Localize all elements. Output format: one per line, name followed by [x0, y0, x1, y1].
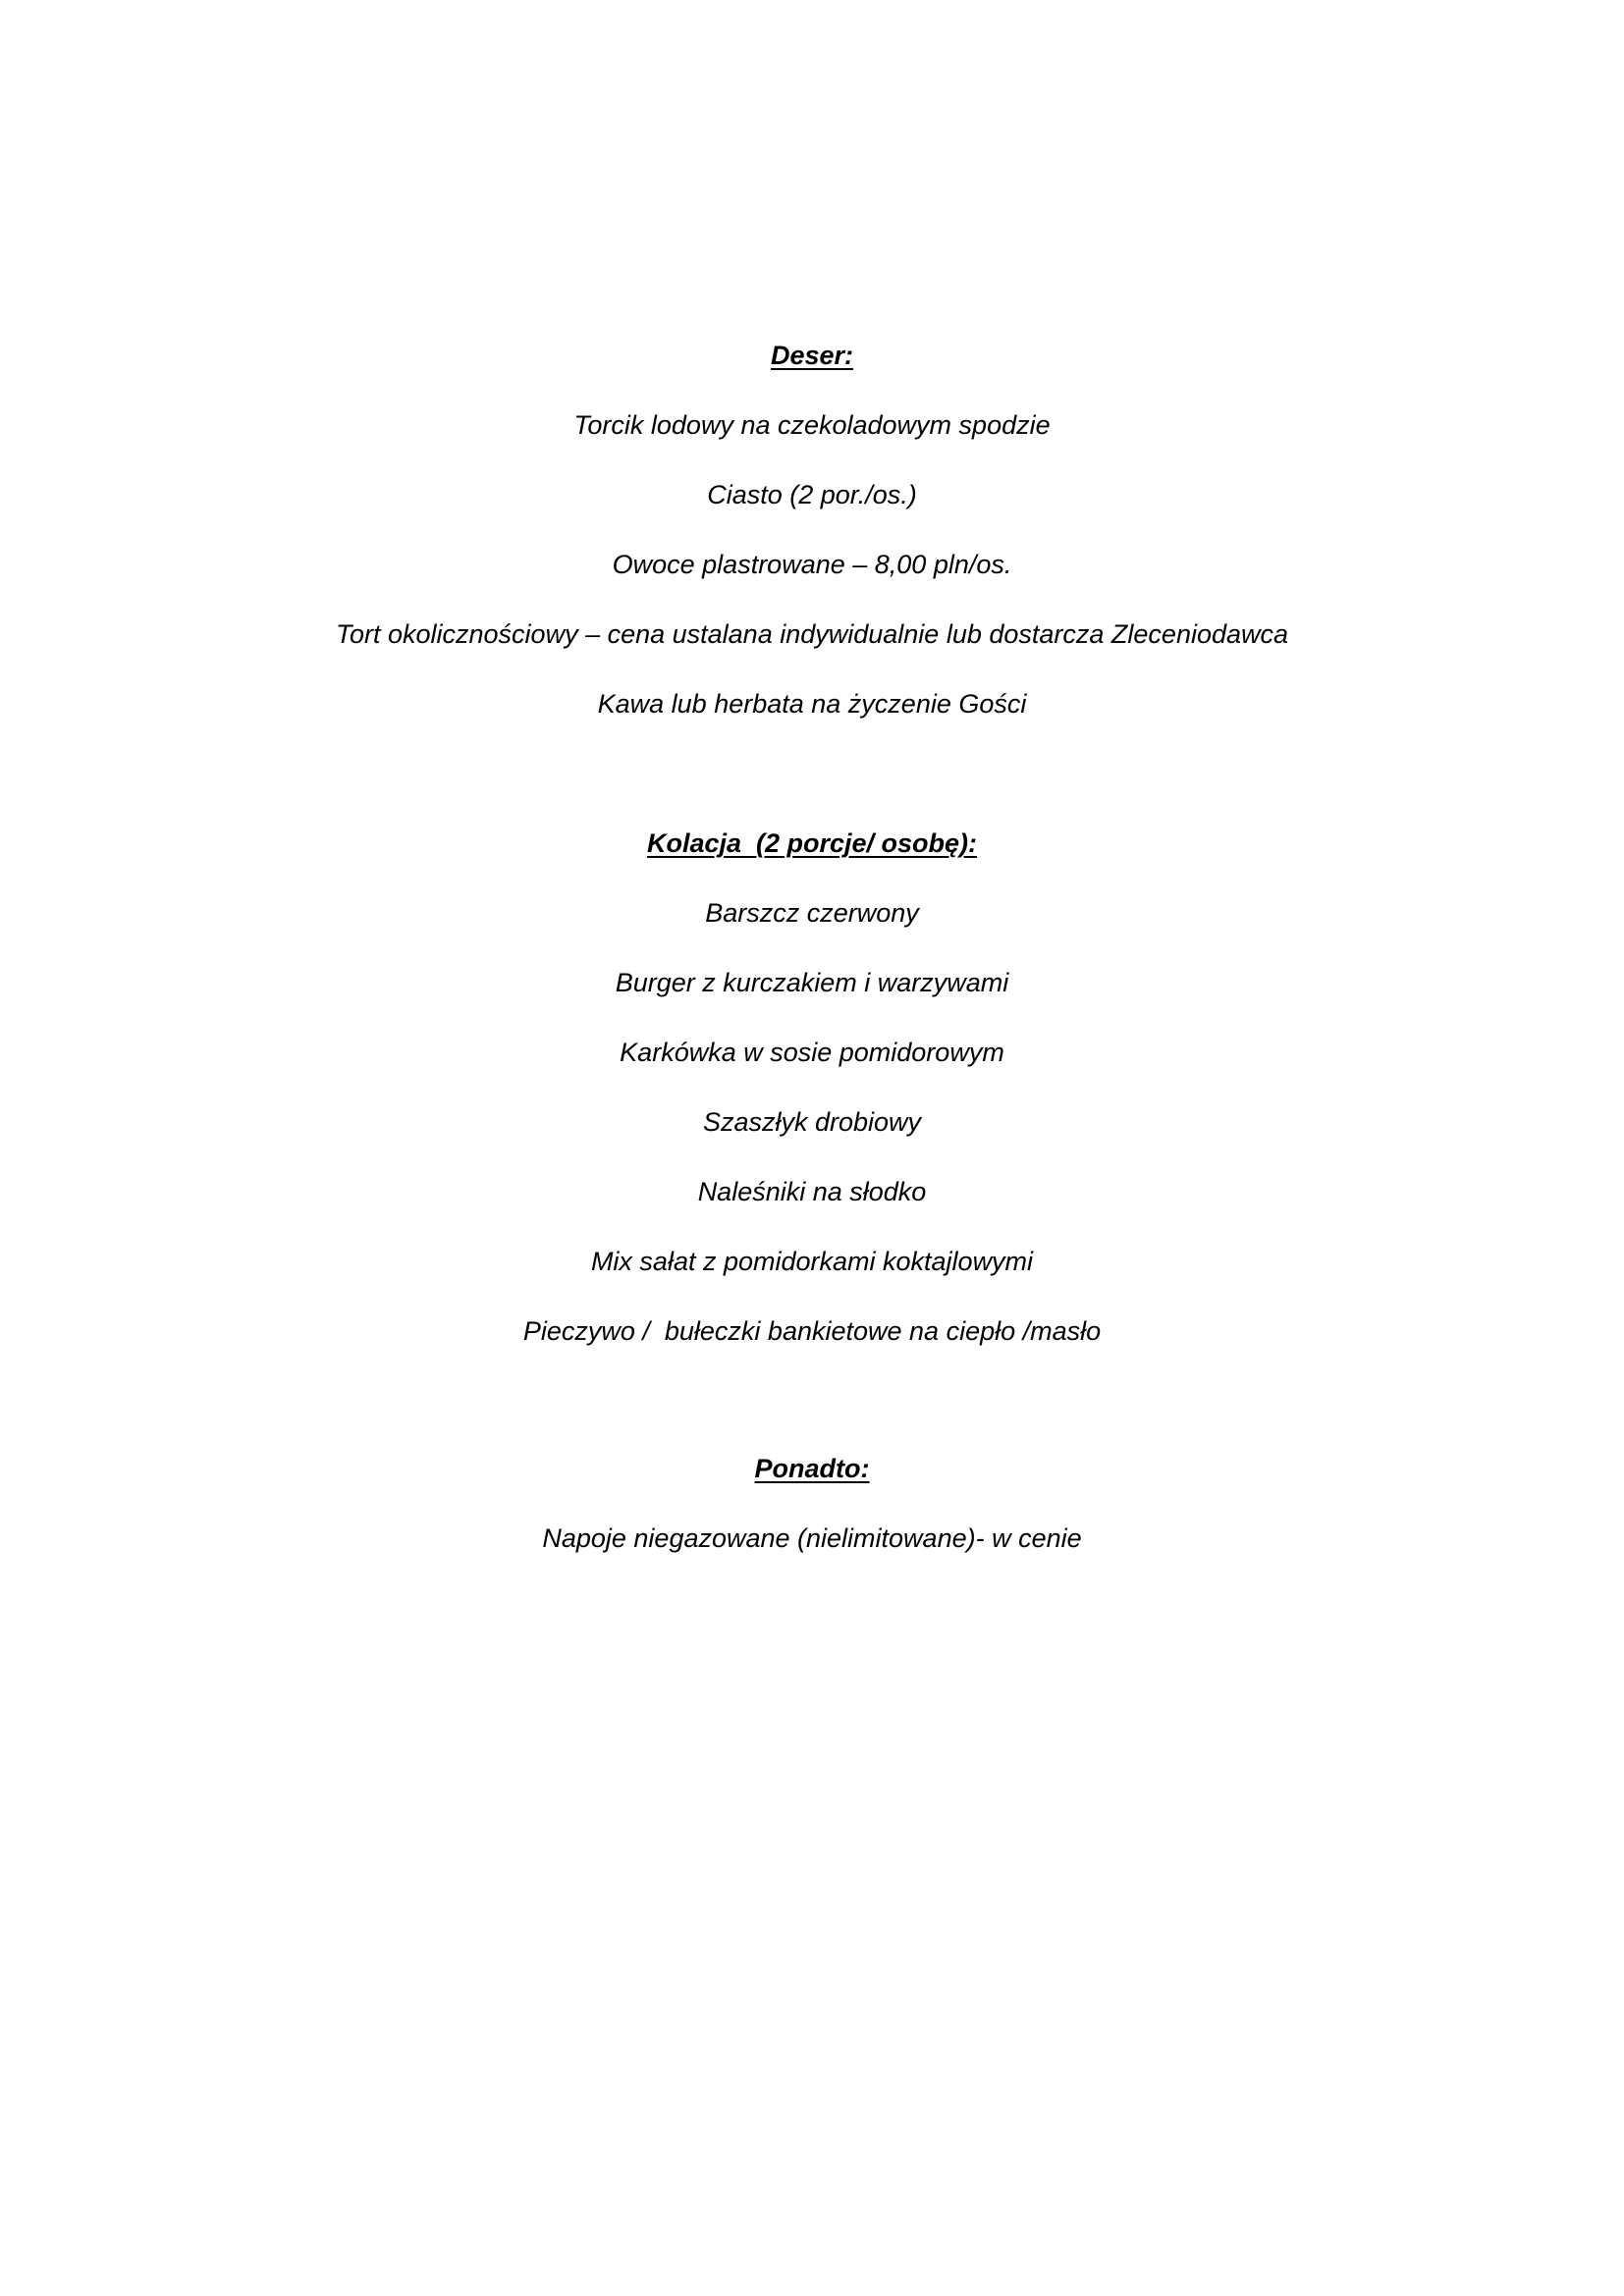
section-ponadto: [0, 1452, 1624, 1555]
menu-item: Naleśniki na słodko: [697, 1177, 927, 1206]
menu-item: Tort okolicznościowy – cena ustalana indywidualnie lub dostarcza Zleceniodawca: [335, 619, 1289, 649]
menu-item: Kawa lub herbata na życzenie Gości: [597, 689, 1027, 719]
section-heading-kolacja: Kolacja (2 porcje/ osobę):: [646, 828, 978, 858]
section-heading-deser: Deser:: [770, 341, 854, 370]
menu-item: Mix sałat z pomidorkami koktajlowymi: [590, 1247, 1034, 1276]
menu-item: Napoje niegazowane (nielimitowane)- w cenie: [542, 1523, 1082, 1553]
menu-item: Barszcz czerwony: [705, 898, 919, 928]
menu-item: Szaszłyk drobiowy: [702, 1107, 922, 1137]
menu-item: Karkówka w sosie pomidorowym: [620, 1038, 1004, 1067]
menu-item: Owoce plastrowane – 8,00 pln/os.: [612, 550, 1012, 579]
menu-item: Pieczywo / bułeczki bankietowe na ciepło /masło: [522, 1316, 1102, 1346]
menu-item: Ciasto (2 por./os.): [707, 480, 917, 509]
menu-item: Burger z kurczakiem i warzywami: [615, 968, 1009, 997]
section-deser: [0, 339, 1624, 721]
menu-item: Torcik lodowy na czekoladowym spodzie: [573, 410, 1051, 440]
section-heading-ponadto: Ponadto:: [754, 1454, 870, 1483]
section-kolacja: [0, 827, 1624, 1348]
